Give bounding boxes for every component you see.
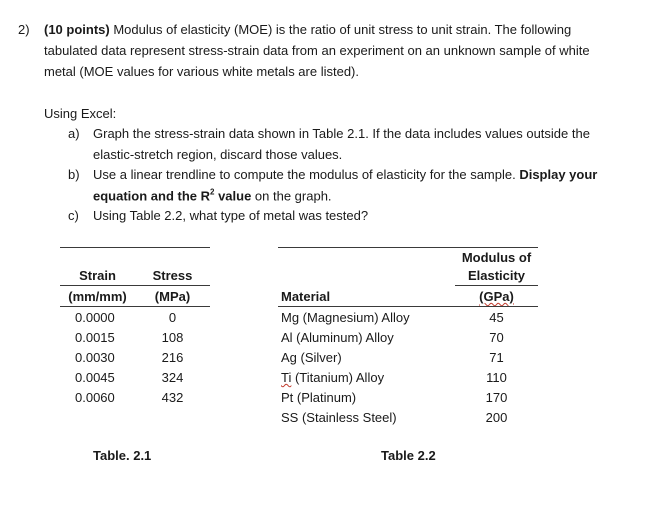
question-intro-line-3: metal (MOE values for various white metals are listed). xyxy=(44,64,359,79)
spellcheck-flagged-word: Ti xyxy=(281,370,292,385)
table-2-2-moe-cell: 70 xyxy=(489,330,504,345)
table-2-2-top-rule xyxy=(278,247,538,248)
table-2-2-header-rule xyxy=(278,306,538,307)
table-2-2-moe-header-line-3 xyxy=(455,289,538,304)
item-b-line-2 xyxy=(93,188,332,203)
item-b-bold-equation: equation and the R xyxy=(93,188,210,204)
table-2-1-header-rule xyxy=(60,306,210,307)
table-2-2-material-header: Material xyxy=(281,289,331,304)
table-2-1-strain-cell: 0.0015 xyxy=(75,330,115,345)
item-a-marker: a) xyxy=(68,126,80,141)
question-points: (10 points) xyxy=(44,22,110,37)
item-b-bold-value: value xyxy=(214,188,252,204)
table-2-2-moe-cell: 200 xyxy=(485,410,508,425)
item-b-bold-text: Display your xyxy=(519,167,598,182)
question-intro-line-2: tabulated data represent stress-strain data from an experiment on an unknown sample of white xyxy=(44,43,590,58)
item-a-line-2: elastic-stretch region, discard those values. xyxy=(93,147,343,162)
table-2-2-material-cell: Pt (Platinum) xyxy=(281,390,357,405)
table-2-1-stress-header-top: Stress xyxy=(152,268,193,283)
table-2-2-moe-unit: (GPa) xyxy=(479,289,514,304)
table-2-2-moe-cell: 170 xyxy=(485,390,508,405)
item-b-line-1 xyxy=(93,167,597,182)
using-excel-label: Using Excel: xyxy=(44,106,117,121)
item-b-text-end: on the graph. xyxy=(251,188,332,204)
table-2-1-strain-header-bottom: (mm/mm) xyxy=(68,289,127,304)
table-2-2-material-cell: Ag (Silver) xyxy=(281,350,342,365)
table-2-1-stress-cell: 216 xyxy=(161,350,184,365)
question-number: 2) xyxy=(18,22,30,37)
item-c-marker: c) xyxy=(68,208,79,223)
table-2-2-moe-cell: 45 xyxy=(489,310,504,325)
item-b-marker: b) xyxy=(68,167,80,182)
question-intro-text-1: Modulus of elasticity (MOE) is the ratio of unit stress to unit strain. The following xyxy=(109,22,572,37)
table-2-2-material-cell: Al (Aluminum) Alloy xyxy=(281,330,394,345)
table-2-2-moe-header-line-1: Modulus of xyxy=(461,250,532,265)
table-2-2-moe-header-line-2: Elasticity xyxy=(467,268,526,283)
table-2-2-moe-rule xyxy=(455,285,538,286)
table-2-1-stress-cell: 432 xyxy=(161,390,184,405)
table-2-1-stress-cell: 108 xyxy=(161,330,184,345)
table-2-1-stress-header-bottom: (MPa) xyxy=(154,289,191,304)
question-intro-line-1 xyxy=(44,22,571,37)
item-c-line-1: Using Table 2.2, what type of metal was tested? xyxy=(93,208,369,223)
table-2-2-material-rest: (Titanium) Alloy xyxy=(291,370,385,385)
table-2-2-moe-cell: 110 xyxy=(486,370,507,385)
table-2-2-material-cell xyxy=(281,370,384,385)
table-2-2-material-cell: Mg (Magnesium) Alloy xyxy=(281,310,410,325)
r-squared-superscript: 2 xyxy=(210,188,215,197)
table-2-2-caption: Table 2.2 xyxy=(381,448,436,463)
table-2-2-moe-cell: 71 xyxy=(489,350,504,365)
table-2-1-mid-rule xyxy=(60,285,210,286)
table-2-1-strain-cell: 0.0060 xyxy=(75,390,115,405)
table-2-1-stress-cell: 324 xyxy=(161,370,184,385)
table-2-2-material-cell: SS (Stainless Steel) xyxy=(281,410,397,425)
table-2-1-strain-cell: 0.0030 xyxy=(75,350,115,365)
table-2-1-caption: Table. 2.1 xyxy=(93,448,152,463)
table-2-1-stress-cell: 0 xyxy=(168,310,177,325)
table-2-1-strain-cell: 0.0000 xyxy=(75,310,115,325)
table-2-1-strain-cell: 0.0045 xyxy=(75,370,115,385)
table-2-1-strain-header-top: Strain xyxy=(79,268,116,283)
table-2-1-top-rule xyxy=(60,247,210,248)
item-a-line-1: Graph the stress-strain data shown in Table 2.1. If the data includes values outside the xyxy=(93,126,590,141)
item-b-text: Use a linear trendline to compute the modulus of elasticity for the sample. xyxy=(93,167,520,182)
